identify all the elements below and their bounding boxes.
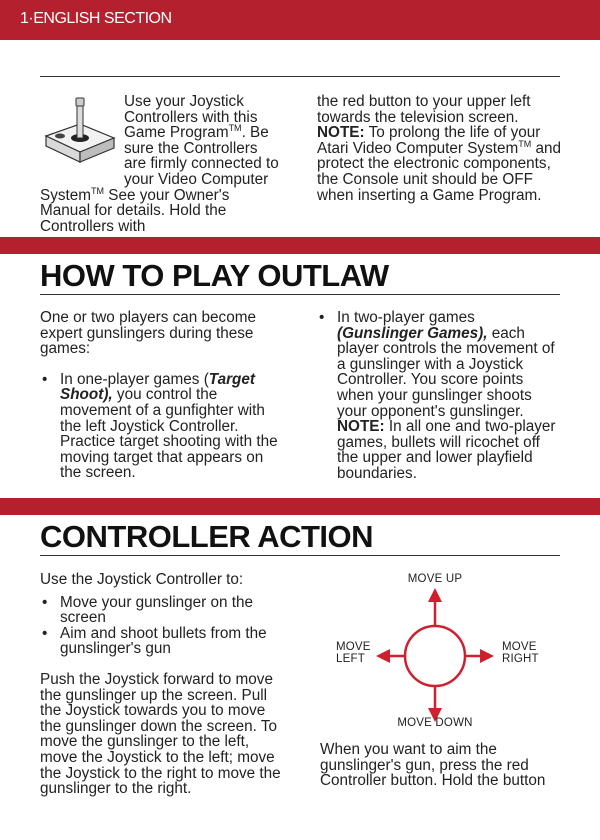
controller-paragraph: Push the Joystick forward to move the gunslinger up the screen. Pull the Joystick towards you to move the gunslinger down the screen. To move the gunslinger to the left, move the Joystick to the left; move the Joystick to the right to move the gunslinger to the right. — [40, 670, 281, 798]
left-arrow-head — [376, 649, 390, 663]
section-header-bar — [0, 0, 600, 40]
how-to-play-intro: One or two players can become expert gunslingers during these games: — [40, 309, 256, 358]
bullet2-em: (Gunslinger Games), — [337, 324, 488, 342]
tm-mark-2: TM — [91, 185, 104, 196]
bullet2-post: each player controls the movement of a gunslinger with a Joystick Controller. You score points when your gunslinger shoots your opponent's gunslinger. — [337, 324, 555, 420]
note-label: NOTE: — [317, 124, 365, 142]
controller-bullet-move: • Move your gunslinger on the screen — [40, 595, 285, 626]
intro-right-text-1: the red button to your upper left towards the television screen. — [317, 93, 531, 126]
intro-right-note: To prolong the life of your Atari Video Computer System — [317, 124, 541, 157]
bullet-one-player — [40, 372, 285, 481]
center-circle — [405, 626, 465, 686]
how-to-play-right-column — [317, 310, 562, 482]
heading-how-to-play: HOW TO PLAY OUTLAW — [40, 258, 389, 293]
intro-text-1: Use your Joystick Controllers with this Game Program — [124, 93, 258, 142]
bullet2-pre: In two-player games — [337, 309, 475, 326]
joystick-direction-diagram — [330, 570, 560, 740]
tm-mark-1: TM — [228, 123, 242, 134]
note-label-2: NOTE: — [337, 418, 385, 436]
intro-text-2: . Be sure the Controllers are firmly connected to your Video Computer System — [40, 124, 279, 204]
heading-controller-action: CONTROLLER ACTION — [40, 519, 374, 554]
tm-mark-3: TM — [518, 138, 532, 149]
label-move-left — [336, 642, 376, 665]
label-move-left-2: LEFT — [336, 652, 365, 665]
bullet1-post: you control the movement of a gunfighter with the left Joystick Controller. Practice target shooting with the moving target that appears on the screen. — [60, 386, 278, 482]
section-band-how-to-play — [0, 237, 600, 254]
intro-right-end: and protect the electronic components, the Console unit should be OFF when inserting a Game Program. — [317, 139, 561, 204]
bullet-two-player — [317, 310, 562, 482]
controller-bullet-shoot: • Aim and shoot bullets from the gunslinger's gun — [40, 626, 285, 657]
section-band-controller-action — [0, 498, 600, 515]
up-arrow-head — [428, 588, 442, 602]
label-move-right — [502, 642, 552, 665]
intro-text-3: See your Owner's Manual for details. Hold the Controllers with — [40, 186, 230, 235]
right-arrow-head — [480, 649, 494, 663]
controller-action-left-column — [40, 572, 285, 797]
label-move-left-1: MOVE — [336, 641, 371, 653]
bullet1-em: Target Shoot), — [60, 370, 255, 404]
controller-action-divider — [40, 555, 560, 556]
note-text-2: In all one and two-player games, bullets will ricochet off the upper and lower playfield boundaries. — [337, 418, 556, 482]
controller-action-right-paragraph: When you want to aim the gunslinger's gun, press the red Controller button. Hold the button — [320, 741, 546, 790]
how-to-play-left-column — [40, 310, 285, 481]
label-move-right-2: RIGHT — [502, 652, 539, 665]
label-move-up: MOVE UP — [407, 573, 463, 585]
controller-intro: Use the Joystick Controller to: — [40, 571, 244, 588]
label-move-right-1: MOVE — [502, 641, 537, 653]
intro-left-text — [40, 94, 280, 234]
how-to-play-divider — [40, 294, 560, 295]
top-divider — [40, 76, 560, 77]
section-label: 1·ENGLISH SECTION — [20, 10, 172, 27]
label-move-down: MOVE DOWN — [397, 717, 473, 729]
intro-right-text — [317, 94, 562, 203]
bullet1-pre: In one-player games ( — [60, 370, 209, 388]
joystick-float-space — [40, 94, 124, 172]
